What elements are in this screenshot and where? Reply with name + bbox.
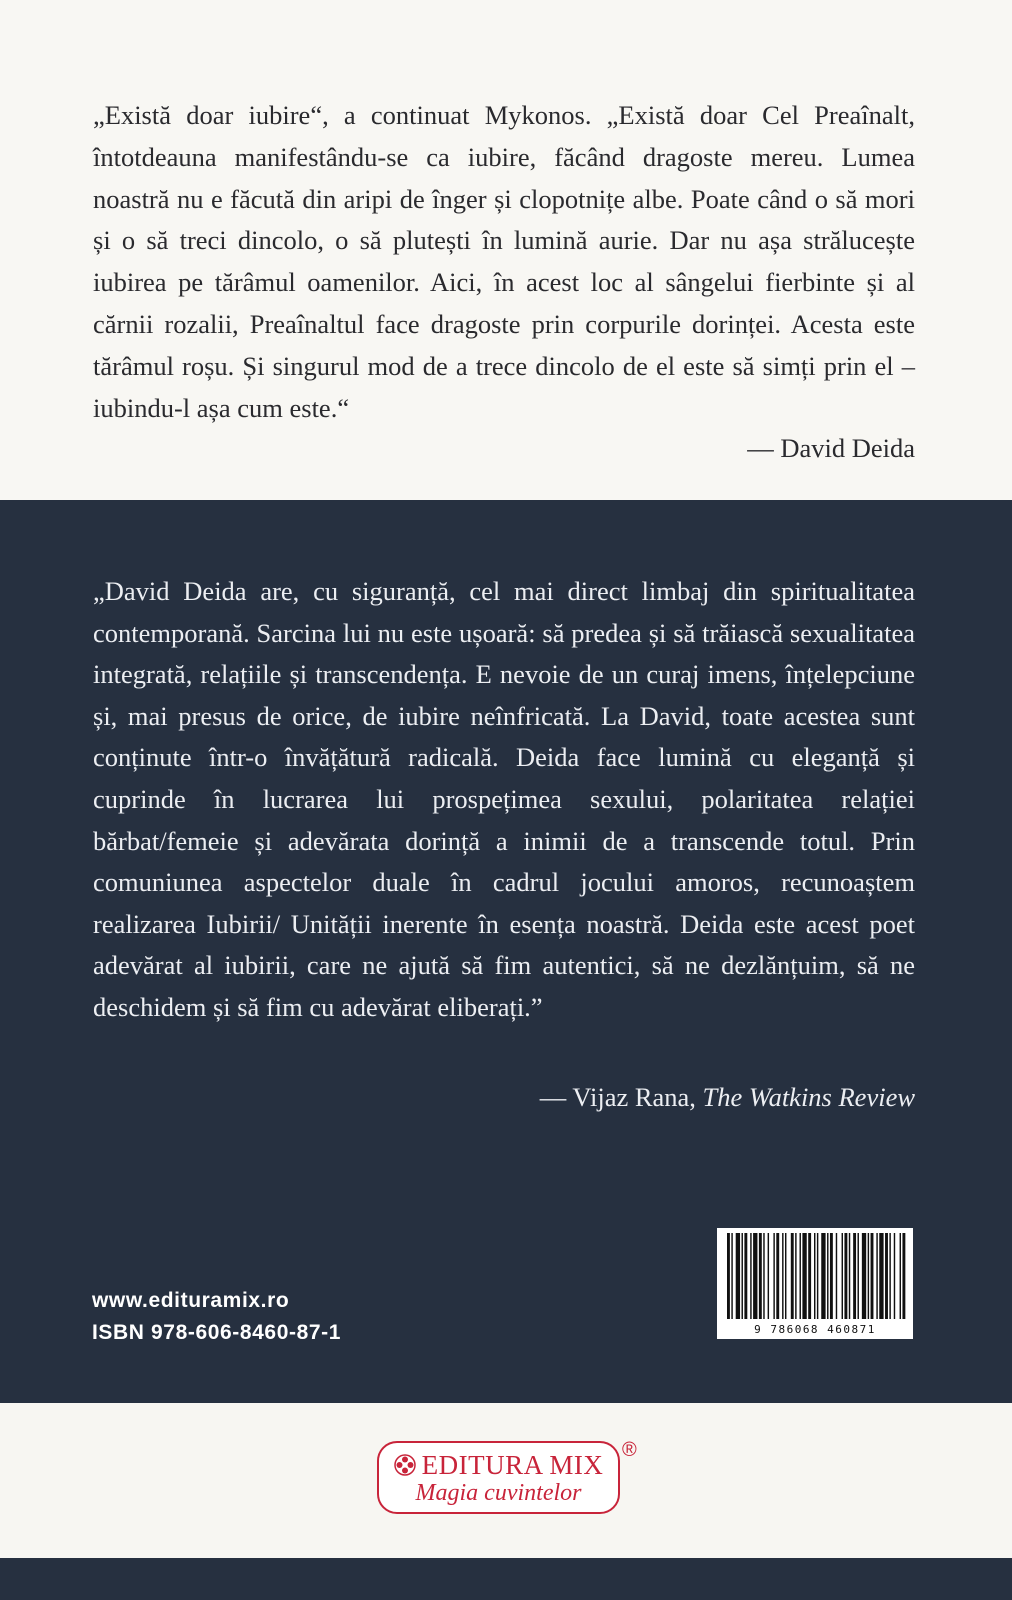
review-quote: „David Deida are, cu siguranță, cel mai direct limbaj din spiritualitatea contemporană. Sarcina lui nu este ușoară: să predea și să trăiască sexualitatea integrată, relațiile și transcendența. E nevoie de un curaj imens, înțelepciune și, mai presus de orice, de iubire neînfricată. La David, toate acestea sunt conținute într-o învățătură radicală. Deida face lumină cu eleganță și cuprinde în lucrarea lui prospețimea sexului, polaritatea relației bărbat/femeie și adevărata dorință a inimii de a transcende totul. Prin comuniunea aspectelor duale în cadrul jocului amoros, recunoaștem realizarea Iubirii/ Unității inerente în esența noastră. Deida este acest poet adevărat al iubirii, care ne ajută să fim autentici, să ne dezlănțuim, să ne deschidem și să fim cu adevărat eliberați.” [93, 576, 915, 1022]
barcode-bar [885, 1233, 888, 1319]
barcode-bar [744, 1233, 747, 1319]
barcode-bar [782, 1233, 783, 1319]
barcode-bar [791, 1233, 794, 1319]
barcode-bar [842, 1233, 843, 1319]
review-attribution-author: — Vijaz Rana, [539, 1082, 703, 1112]
registered-mark-icon: ® [622, 1439, 637, 1461]
barcode-graphic [717, 1228, 913, 1339]
barcode-bar [800, 1233, 801, 1319]
barcode-bar [776, 1233, 779, 1319]
barcode-bar [871, 1233, 874, 1319]
barcode-bar [830, 1233, 833, 1319]
barcode-bar [876, 1233, 877, 1319]
barcode-bar [836, 1233, 837, 1319]
barcode-bar [814, 1233, 815, 1319]
barcode-bar [817, 1233, 818, 1319]
barcode-bar [821, 1233, 825, 1319]
barcode-bar [868, 1233, 869, 1319]
isbn-barcode [717, 1228, 913, 1339]
barcode-bar [768, 1233, 769, 1319]
rosette-icon [394, 1454, 416, 1476]
barcode-bar [894, 1233, 895, 1319]
barcode-bar [879, 1233, 883, 1319]
barcode-bar [763, 1233, 764, 1319]
logo-name: EDITURA MIX [421, 1450, 604, 1480]
barcode-bar [727, 1233, 730, 1319]
author-quote-attribution: — David Deida [747, 433, 915, 463]
barcode-bar [902, 1233, 905, 1319]
barcode-bar [742, 1233, 743, 1319]
publisher-info [92, 1285, 341, 1349]
barcode-bar [753, 1233, 757, 1319]
barcode-bar [889, 1233, 890, 1319]
barcode-bar [808, 1233, 811, 1319]
barcode-bar [853, 1233, 856, 1319]
barcode-bar [827, 1233, 828, 1319]
barcode-bar [844, 1233, 847, 1319]
barcode-bar [862, 1233, 866, 1319]
barcode-bar [785, 1233, 786, 1319]
barcode-bar [858, 1233, 859, 1319]
barcode-bar [759, 1233, 762, 1319]
publisher-website: www.edituramix.ro [92, 1289, 290, 1312]
barcode-bar [849, 1233, 850, 1319]
barcode-bar [795, 1233, 796, 1319]
barcode-bar [731, 1233, 732, 1319]
bottom-dark-band [0, 1558, 1012, 1600]
logo-tagline: Magia cuvintelor [415, 1480, 582, 1506]
review-attribution [540, 1082, 915, 1113]
barcode-bar [802, 1233, 806, 1319]
publisher-logo [377, 1441, 620, 1514]
barcode-bar [773, 1233, 774, 1319]
review-attribution-source: The Watkins Review [702, 1082, 915, 1112]
isbn-text: ISBN 978-606-8460-87-1 [92, 1321, 342, 1344]
barcode-bar [736, 1233, 740, 1319]
barcode-bar [750, 1233, 751, 1319]
barcode-bar [900, 1233, 901, 1319]
author-quote: „Există doar iubire“, a continuat Mykonos. „Există doar Cel Preaînalt, întotdeauna manifestându-se ca iubire, făcând dragoste mereu. Lumea noastră nu e făcută din aripi de înger și clopotnițe albe. Poate când o să mori și o să treci dincolo, o să plutești în lumină aurie. Dar nu așa strălucește iubirea pe tărâmul oamenilor. Aici, în acest loc al sângelui fierbinte și al cărnii rozalii, Preaînaltul face dragoste prin corpurile dorinței. Acesta este tărâmul roșu. Și singurul mod de a trece dincolo de el este să simți prin el – iubindu-l așa cum este.“ [93, 100, 915, 423]
barcode-digits: 9 786068 460871 [754, 1323, 876, 1336]
